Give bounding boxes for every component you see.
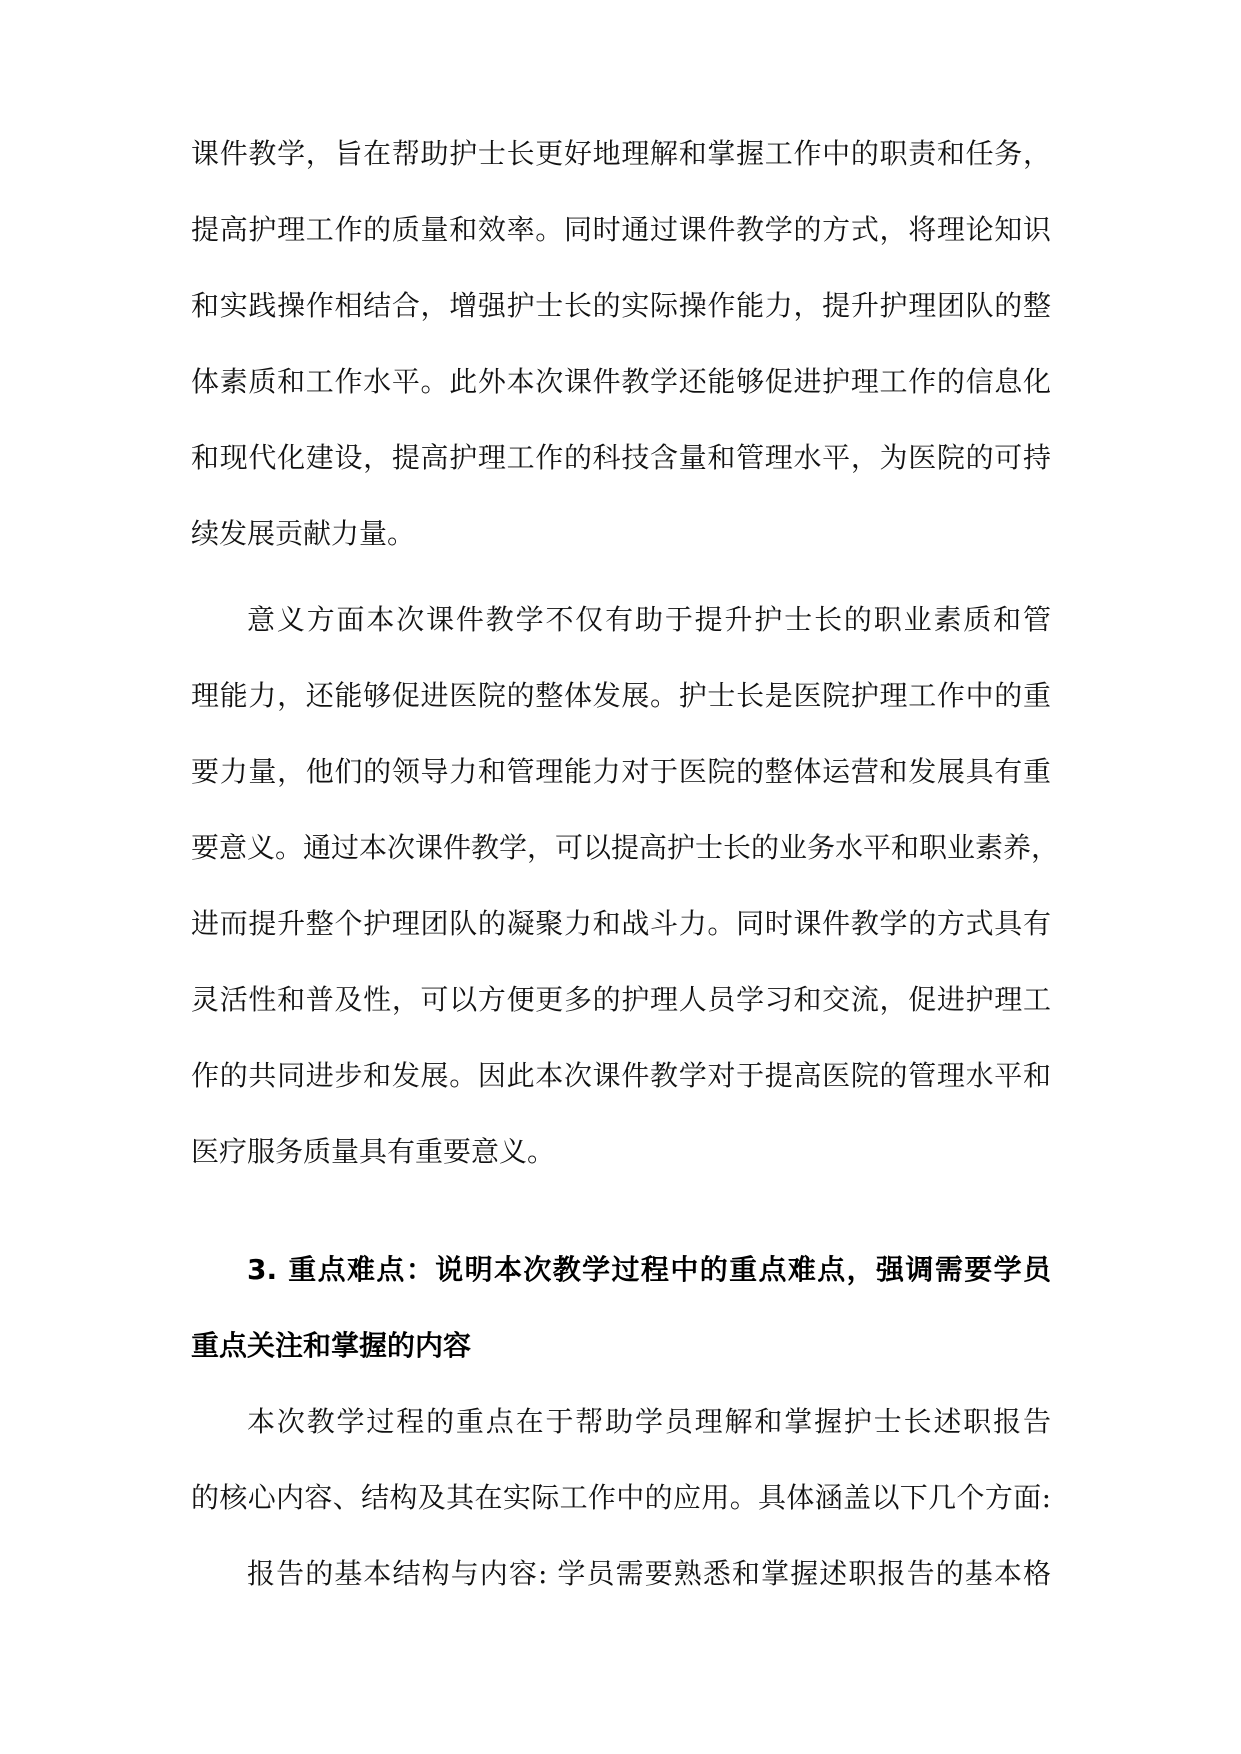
text-line: 要意义。通过本次课件教学，可以提高护士长的业务水平和职业素养，: [191, 831, 1060, 864]
text-line: 进而提升整个护理团队的凝聚力和战斗力。同时课件教学的方式具有: [191, 907, 1051, 940]
text-line: 医疗服务质量具有重要意义。: [191, 1135, 556, 1168]
section-heading: 3. 重点难点：说明本次教学过程中的重点难点，强调需要学员: [247, 1253, 1051, 1286]
text-line: 报告的基本结构与内容: 学员需要熟悉和掌握述职报告的基本格: [247, 1557, 1051, 1590]
text-line: 和现代化建设，提高护理工作的科技含量和管理水平，为医院的可持: [191, 441, 1051, 474]
text-line: 的核心内容、结构及其在实际工作中的应用。具体涵盖以下几个方面:: [191, 1481, 1051, 1514]
text-line: 本次教学过程的重点在于帮助学员理解和掌握护士长述职报告: [247, 1405, 1051, 1438]
text-line: 续发展贡献力量。: [191, 517, 416, 550]
text-line: 作的共同进步和发展。因此本次课件教学对于提高医院的管理水平和: [191, 1059, 1051, 1092]
text-line: 课件教学，旨在帮助护士长更好地理解和掌握工作中的职责和任务，: [191, 137, 1051, 170]
section-heading: 重点关注和掌握的内容: [191, 1329, 472, 1362]
text-line: 理能力，还能够促进医院的整体发展。护士长是医院护理工作中的重: [191, 679, 1051, 712]
text-line: 意义方面本次课件教学不仅有助于提升护士长的职业素质和管: [247, 603, 1051, 636]
text-line: 灵活性和普及性，可以方便更多的护理人员学习和交流，促进护理工: [191, 983, 1051, 1016]
text-line: 提高护理工作的质量和效率。同时通过课件教学的方式，将理论知识: [191, 213, 1051, 246]
text-line: 要力量，他们的领导力和管理能力对于医院的整体运营和发展具有重: [191, 755, 1051, 788]
text-line: 体素质和工作水平。此外本次课件教学还能够促进护理工作的信息化: [191, 365, 1051, 398]
text-line: 和实践操作相结合，增强护士长的实际操作能力，提升护理团队的整: [191, 289, 1051, 322]
